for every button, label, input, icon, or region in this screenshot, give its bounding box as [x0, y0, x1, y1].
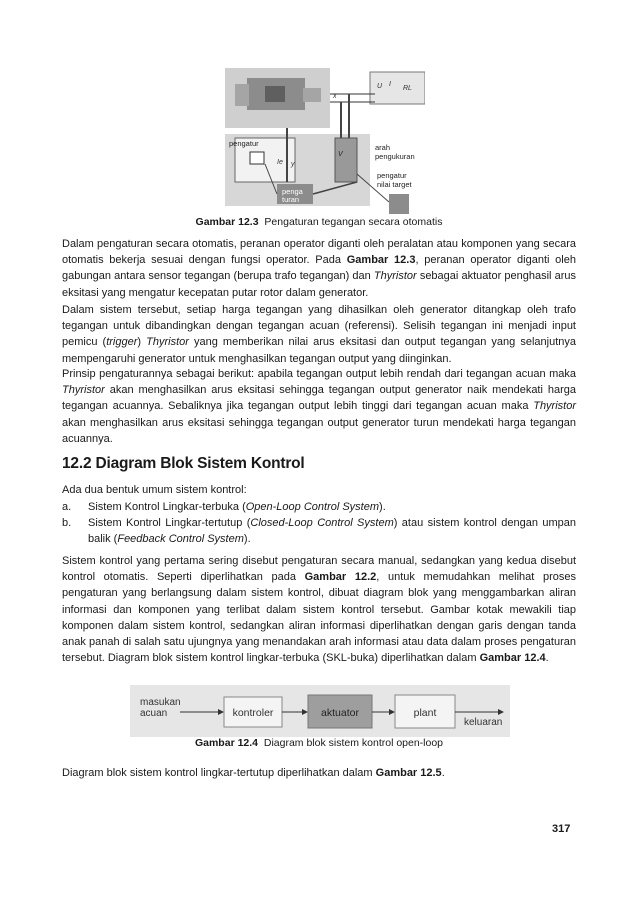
p2-text-2: ): [137, 336, 147, 349]
item-b-italic-2: Feedback Control System: [117, 533, 244, 546]
p3-text-2: akan menghasilkan arus eksitasi sehingga tegangan output generator naik mendekati harga tegangan acuannya. Sebaliknya jika tegangan output lebih tinggi dari tegangan acuan maka: [62, 384, 576, 413]
label-arah: arah: [375, 143, 391, 152]
p4-text-1: Sistem kontrol yang pertama sering disebut pengaturan secara manual, sedangkan yang kedua disebut kontrol otomatis. Seperti diperlihatkan pada: [62, 555, 576, 584]
p1-italic-1: Thyristor: [373, 270, 417, 283]
block-plant-label: plant: [413, 707, 437, 719]
p1-text-2: , peranan operator diganti oleh gabungan antara sensor tegangan (berupa trafo tegangan) dan: [62, 254, 576, 283]
p2-italic-2: Thyristor: [146, 336, 189, 349]
item-b-text-1: Sistem Kontrol Lingkar-tertutup (: [88, 517, 251, 530]
label-penga: penga: [282, 187, 303, 196]
final-text-1: Diagram blok sistem kontrol lingkar-tertutup diperlihatkan dalam: [62, 767, 376, 779]
figure-12-4-caption: [0, 737, 638, 749]
paragraph-final: [62, 765, 576, 781]
diagram-input-label-1: masukan: [140, 697, 181, 708]
p1-bold-1: Gambar 12.3: [346, 254, 416, 267]
item-a-text-2: ).: [379, 501, 386, 513]
figure-12-3-caption-label: Gambar 12.3: [195, 216, 259, 228]
label-pengatur: pengatur: [229, 139, 259, 148]
p2-text-1: Dalam sistem tersebut, setiap harga tegangan yang dihasilkan oleh generator ditangkap oleh trafo tegangan untuk dibandingkan dengan tegangan acuan (referensi). Selisih tegangan ini menjadi input pemicu (: [62, 304, 576, 349]
control-types-list: [62, 499, 576, 548]
p3-italic-2: Thyristor: [533, 400, 576, 413]
p2-italic-1: trigger: [106, 336, 138, 349]
paragraph-4: [62, 553, 576, 666]
figure-12-4-caption-text: Diagram blok sistem kontrol open-loop: [263, 737, 444, 749]
list-marker: b.: [62, 517, 72, 530]
figure-12-3-caption-text: Pengaturan tegangan secara otomatis: [264, 216, 443, 228]
item-a-text-1: Sistem Kontrol Lingkar-terbuka (: [88, 501, 246, 513]
label-turan: turan: [282, 195, 300, 204]
page-number: 317: [552, 823, 571, 835]
section-heading: 12.2 Diagram Blok Sistem Kontrol: [62, 455, 305, 472]
p4-text-2: , untuk memudahkan melihat proses pengaturan yang berlangsung dalam sistem kontrol, dibuat diagram blok yang menggambarkan aliran informasi dan komponen yang terlibat dalam sistem kontrol tersebut. Gambar kotak mewakili tiap komponen dalam sistem kontrol, sedangkan aliran informasi diperlihatkan dengan garis dengan tanda anak panah di salah satu ujungnya yang menandakan arah informasi atau data dalam proses pengaturan tersebut. Diagram blok sistem kontrol lingkar-terbuka (SKL-buka) diperlihatkan dalam: [62, 571, 576, 665]
label-v: V: [338, 151, 343, 158]
label-pengukuran: pengukuran: [375, 152, 415, 161]
p3-italic-1: Thyristor: [62, 384, 105, 397]
block-kontroler-label: kontroler: [232, 707, 274, 719]
diagram-output-label: keluaran: [464, 717, 503, 728]
p4-text-3: .: [545, 652, 549, 665]
figure-12-4-caption-label: Gambar 12.4: [194, 737, 259, 749]
label-u: U: [377, 83, 383, 90]
section-intro: Ada dua bentuk umum sistem kontrol:: [62, 484, 247, 496]
label-y: y: [291, 161, 295, 168]
p2-text-3: yang memberikan nilai arus eksitasi dan output tegangan yang selanjutnya mempengaruhi generator untuk menghasilkan tegangan output yang diinginkan.: [62, 336, 576, 365]
final-text-2: .: [441, 767, 445, 779]
figure-voltage-control-drawing: [225, 66, 425, 216]
figure-12-3-caption: [0, 216, 638, 228]
p4-bold-2: Gambar 12.4: [479, 652, 546, 665]
label-pengatur-target: pengatur: [377, 171, 407, 180]
p3-text-1: Prinsip pengaturannya sebagai berikut: apabila tegangan output lebih rendah dari tegangan acuan maka: [62, 368, 576, 380]
p1-text-3: sebagai aktuator penghasil arus eksitasi yang mengatur kecepatan putar rotor dalam generator.: [62, 270, 576, 299]
list-item: [62, 515, 576, 547]
paragraph-3: [62, 366, 576, 447]
open-loop-block-diagram: [130, 685, 510, 737]
label-ie: Ie: [277, 159, 283, 166]
p4-bold-1: Gambar 12.2: [304, 571, 377, 584]
p1-text-1: Dalam pengaturan secara otomatis, peranan operator diganti oleh peralatan atau komponen yang secara otomatis bekerja sesuai dengan fungsi operator. Pada: [62, 238, 576, 267]
label-i: I: [389, 81, 391, 88]
item-b-text-3: ).: [243, 533, 251, 546]
list-item: [62, 499, 576, 515]
block-aktuator-label: aktuator: [321, 707, 359, 719]
item-a-italic: Open-Loop Control System: [245, 501, 380, 513]
final-bold-1: Gambar 12.5: [375, 767, 442, 779]
item-b-text-2: ) atau sistem kontrol dengan umpan balik (: [88, 517, 576, 546]
list-marker: a.: [62, 501, 72, 513]
p3-text-3: akan menghasilkan arus eksitasi sehingga tegangan output generator turun mendekati harga tegangan acuannya.: [62, 416, 576, 445]
diagram-input-label-2: acuan: [140, 708, 168, 719]
figure-voltage-control: [225, 66, 425, 216]
paragraph-2: [62, 302, 576, 367]
item-b-italic-1: Closed-Loop Control System: [250, 517, 394, 530]
label-rl: RL: [403, 85, 412, 92]
label-x: x: [333, 93, 337, 100]
label-nilai-target: nilai target: [377, 180, 412, 189]
paragraph-1: [62, 236, 576, 301]
